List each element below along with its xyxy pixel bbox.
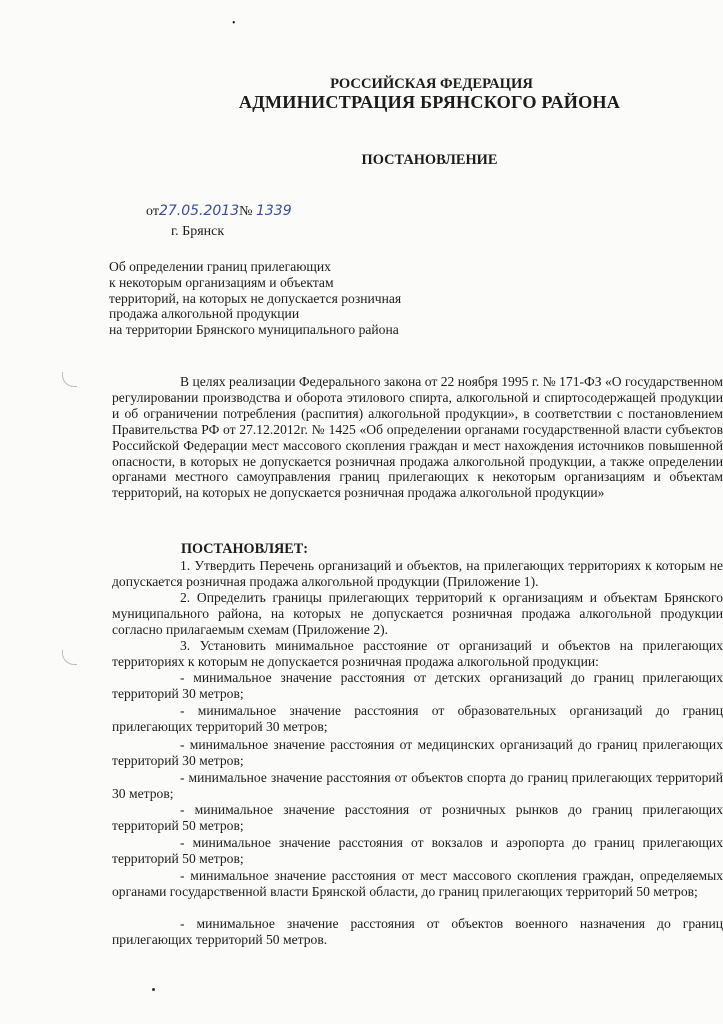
decree-item-1: 1. Утвердить Перечень организаций и объектов, на прилегающих территориях к которым не допускается розничная продажа алкогольной продукции (Приложение 1).: [112, 558, 723, 589]
distance-item: - минимальное значение расстояния от медицинских организаций до границ прилегающих территорий 30 метров;: [112, 737, 723, 768]
subject-line: на территории Брянского муниципального района: [109, 322, 399, 338]
handwritten-number: 1339: [255, 203, 292, 219]
subject-block: [109, 259, 401, 338]
distance-item: - минимальное значение расстояния от детских организаций до границ прилегающих территорий 30 метров;: [112, 670, 723, 701]
subject-line: продажа алкогольной продукции: [109, 306, 300, 322]
date-number-line: [146, 203, 292, 220]
decree-item-3: 3. Установить минимальное расстояние от организаций и объектов на прилегающих территориях к которым не допускается розничная продажа алкогольной продукции:: [112, 638, 723, 669]
scan-speck: •: [232, 18, 236, 29]
subject-line: Об определении границ прилегающих: [109, 259, 331, 274]
distance-item: - минимальное значение расстояния от объектов военного назначения до границ прилегающих территорий 50 метров.: [112, 916, 723, 947]
number-prefix: №: [239, 204, 253, 219]
city-line: г. Брянск: [171, 224, 225, 239]
distance-item: - минимальное значение расстояния от розничных рынков до границ прилегающих территорий 50 метров;: [112, 802, 723, 833]
decree-item-2: 2. Определить границы прилегающих территорий к организациям и объектам Брянского муниципального района, на которых не допускается розничная продажа алкогольной продукции согласно прилагаемым схемам (Приложение 2).: [112, 590, 723, 637]
preamble-paragraph: В целях реализации Федерального закона от 22 ноября 1995 г. № 171-ФЗ «О государственном регулировании производства и оборота этилового спирта, алкогольной и спиртосодержащей продукции и об ограничении потребления (распития) алкогольной продукции», в соответствии с постановлением Правительства РФ от 27.12.2012г. № 1425 «Об определении органами государственной власти субъектов Российской Федерации мест массового скопления граждан и мест нахождения источников повышенной опасности, в которых не допускается розничная продажа алкогольной продукции, а также определении органами местного самоуправления границ прилегающих к некоторым организациям и объектам территорий, на которых не допускается розничная продажа алкогольной продукции»: [112, 374, 723, 501]
distance-item: - минимальное значение расстояния от объектов спорта до границ прилегающих территорий 30 метров;: [112, 770, 723, 801]
subject-line: к некоторым организациям и объектам: [109, 274, 334, 290]
authority-heading: АДМИНИСТРАЦИЯ БРЯНСКОГО РАЙОНА: [238, 92, 621, 112]
scan-speck: [152, 988, 155, 991]
distance-item: - минимальное значение расстояния от образовательных организаций до границ прилегающих территорий 30 метров;: [112, 703, 723, 734]
document-type-heading: ПОСТАНОВЛЕНИЕ: [361, 152, 498, 168]
handwritten-date: 27.05.2013: [158, 203, 240, 219]
punch-hole-mark: [62, 372, 77, 387]
punch-hole-mark: [62, 650, 77, 665]
date-prefix: от: [146, 204, 159, 219]
country-heading: РОССИЙСКАЯ ФЕДЕРАЦИЯ: [330, 76, 533, 92]
distance-item: - минимальное значение расстояния от мест массового скопления граждан, определяемых органами государственной власти Брянской области, до границ прилегающих территорий 50 метров;: [112, 868, 723, 899]
decree-word: ПОСТАНОВЛЯЕТ:: [181, 541, 308, 557]
subject-line: территорий, на которых не допускается розничная: [109, 290, 402, 306]
distance-item: - минимальное значение расстояния от вокзалов и аэропорта до границ прилегающих территорий 50 метров;: [112, 835, 723, 866]
